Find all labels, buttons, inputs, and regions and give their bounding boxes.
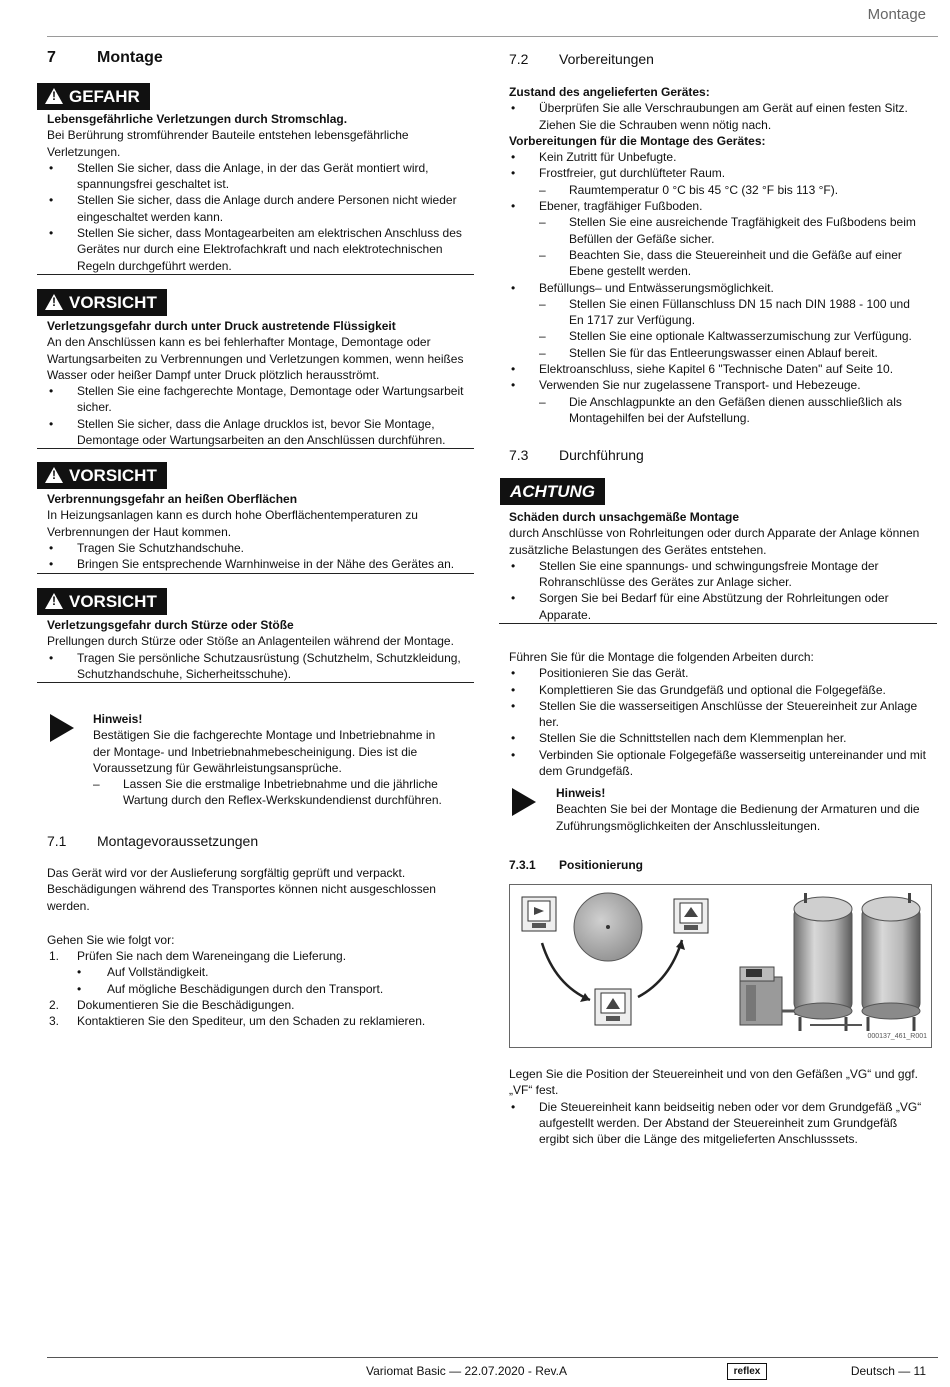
list-item: – Raumtemperatur 0 °C bis 45 °C (32 °F bis 113 °F). xyxy=(509,182,919,198)
danger-rule xyxy=(37,274,474,275)
warning-icon xyxy=(45,593,63,609)
list-item: • Stellen Sie eine spannungs- und schwingungsfreie Montage der Rohranschlüsse des Gerätes zur Anlage sicher. xyxy=(509,558,921,591)
warning-icon xyxy=(45,294,63,310)
steps-list xyxy=(47,948,437,964)
list-item: • Kein Zutritt für Unbefugte. xyxy=(509,149,919,165)
list-item: • Bringen Sie entsprechende Warnhinweise in der Nähe des Gerätes an. xyxy=(47,556,467,572)
caution-rule-2 xyxy=(37,573,474,574)
list-item: 3. Kontaktieren Sie den Spediteur, um den Schaden zu reklamieren. xyxy=(49,1014,426,1029)
list-item: – Lassen Sie die erstmalige Inbetriebnahme und die jährliche Wartung durch den Reflex-Werkskundendienst durchführen. xyxy=(63,776,453,809)
attention-block: Schäden durch unsachgemäße Montage durch Anschlüsse von Rohrleitungen oder durch Apparate der Anlage können zusätzliche Belastungen des Gerätes entstehen. • Stellen Sie eine spannungs- und schwingungsfreie Montage der Rohranschlüsse des Gerätes zur Anlage sicher. • Sorgen Sie bei Bedarf für eine Abstützung der Rohrleitungen oder Apparate. xyxy=(509,509,921,623)
caution-badge-2: !VORSICHT xyxy=(37,462,167,489)
caution-rule-1 xyxy=(37,448,474,449)
work-steps: Führen Sie für die Montage die folgenden Arbeiten durch: • Positionieren Sie das Gerät. • Komplettieren Sie das Grundgefäß und optional die Folgegefäße. • Stellen Sie die wasserseitigen Anschlüsse der Steuereinheit zur Anlage her. • Stellen Sie die Schnittstellen nach dem Klemmenplan her. • Verbinden Sie optionale Folgegefäße wasserseitig untereinander und mit dem Grundgefäß. xyxy=(509,649,929,779)
list-item: • Elektroanschluss, siehe Kapitel 6 "Technische Daten" auf Seite 10. xyxy=(509,361,919,377)
list-item: • Verwenden Sie nur zugelassene Transport- und Hebezeuge. xyxy=(509,377,919,393)
caution-rule-3 xyxy=(37,682,474,683)
list-item: • Auf Vollständigkeit. xyxy=(47,964,437,980)
danger-list xyxy=(47,160,467,274)
play-arrow-icon xyxy=(512,788,536,816)
section-heading-7-2: 7.2 Vorbereitungen xyxy=(509,51,654,67)
list-item: – Beachten Sie, dass die Steuereinheit und die Gefäße auf einer Ebene gestellt werden. xyxy=(509,247,919,280)
section-7-3-1-text: Legen Sie die Position der Steuereinheit und von den Gefäßen „VG“ und ggf. „VF“ fest. • Die Steuereinheit kann beidseitig neben oder vor dem Grundgefäß „VG“ aufgestellt werden. Der Abstand der Steuereinheit zum Grundgefäß ergibt sich über die Länge des mitgelieferten Anschlusssets. xyxy=(509,1066,929,1147)
section-7-1-text: Das Gerät wird vor der Auslieferung sorgfältig geprüft und verpackt. Beschädigungen während des Transportes können nicht ausgeschlossen werden. Gehen Sie wie folgt vor: 1. Prüfen Sie nach dem Wareneingang die Lieferung. • Auf Vollständigkeit. • Auf mögliche Beschädigungen durch den Transport. 2. Dokumentieren Sie die Beschädigungen. 3. Kontaktieren Sie den Spediteur, um den Schaden zu reklamieren. xyxy=(47,865,437,1030)
list-item: • Verbinden Sie optionale Folgegefäße wasserseitig untereinander und mit dem Grundgefäß. xyxy=(509,747,929,780)
list-item: • Auf mögliche Beschädigungen durch den Transport. xyxy=(47,981,437,997)
danger-block: Lebensgefährliche Verletzungen durch Stromschlag. Bei Berührung stromführender Bauteile entstehen lebensgefährliche Verletzungen. • Stellen Sie sicher, dass die Anlage, in der das Gerät montiert wird, spannungsfrei geschaltet ist. • Stellen Sie sicher, dass die Anlage durch andere Personen nicht wieder eingeschaltet werden kann. • Stellen Sie sicher, dass Montagearbeiten am elektrischen Anschluss des Gerätes nur durch eine Elektrofachkraft und nach elektrotechnischen Regeln durchgeführt werden. xyxy=(47,111,467,274)
list-item: • Stellen Sie sicher, dass Montagearbeiten am elektrischen Anschluss des Gerätes nur durch eine Elektrofachkraft und nach elektrotechnischen Regeln durchgeführt werden. xyxy=(47,225,467,274)
list-item: • Sorgen Sie bei Bedarf für eine Abstützung der Rohrleitungen oder Apparate. xyxy=(509,590,921,623)
note-block-2: Hinweis! Beachten Sie bei der Montage die Bedienung der Armaturen und die Zuführungsmöglichkeiten der Anschlussleitungen. xyxy=(556,786,920,833)
running-header: Montage xyxy=(867,6,926,23)
list-item: – Stellen Sie einen Füllanschluss DN 15 nach DIN 1988 - 100 und En 1717 zur Verfügung. xyxy=(509,296,919,329)
list-item: • Ebener, tragfähiger Fußboden. xyxy=(509,198,919,214)
footer-rule xyxy=(47,1357,938,1358)
figure-code: 000137_461_R001 xyxy=(867,1032,927,1040)
list-item: • Tragen Sie persönliche Schutzausrüstung (Schutzhelm, Schutzkleidung, Schutzhandschuhe, Sicherheitsschuhe). xyxy=(47,650,467,683)
caution-badge-1: !VORSICHT xyxy=(37,289,167,316)
list-item: • Stellen Sie sicher, dass die Anlage drucklos ist, bevor Sie Montage, Demontage oder Wartungsarbeiten an den Anschlüssen durchführen. xyxy=(47,416,467,449)
list-item: – Stellen Sie eine optionale Kaltwasserzumischung zur Verfügung. xyxy=(509,328,919,344)
attention-rule xyxy=(499,623,937,624)
footer-page: Deutsch — 11 xyxy=(850,1364,926,1378)
warning-icon xyxy=(45,88,63,104)
list-item: – Die Anschlagpunkte an den Gefäßen dienen ausschließlich als Montagehilfen bei der Aufstellung. xyxy=(509,394,919,427)
chapter-heading: 7 Montage xyxy=(47,49,163,66)
caution-block-1: Verletzungsgefahr durch unter Druck austretende Flüssigkeit An den Anschlüssen kann es bei fehlerhafter Montage, Demontage oder Wartungsarbeiten zu Verbrennungen und Verletzungen kommen, wenn heißes Wasser oder heißer Dampf unter Druck plötzlich herausströmt. • Stellen Sie eine fachgerechte Montage, Demontage oder Wartungsarbeit sicher. • Stellen Sie sicher, dass die Anlage drucklos ist, bevor Sie Montage, Demontage oder Wartungsarbeiten an den Anschlüssen durchführen. xyxy=(47,318,467,448)
reflex-logo: reflex xyxy=(727,1363,767,1380)
header-rule xyxy=(47,36,938,37)
note-block: Hinweis! Bestätigen Sie die fachgerechte Montage und Inbetriebnahme in der Montage- und Inbetriebnahmebescheinigung. Dies ist die Voraussetzung für Gewährleistungsansprüche. – Lassen Sie die erstmalige Inbetriebnahme und die jährliche Wartung durch den Reflex-Werkskundendienst durchführen. xyxy=(93,711,453,809)
list-item: • Stellen Sie sicher, dass die Anlage, in der das Gerät montiert wird, spannungsfrei geschaltet ist. xyxy=(47,160,467,193)
section-heading-7-3-1: 7.3.1 Positionierung xyxy=(509,858,643,872)
positioning-figure xyxy=(509,884,932,1048)
positioning-illustration xyxy=(510,885,931,1047)
danger-badge: !GEFAHR xyxy=(37,83,150,110)
caution-block-2: Verbrennungsgefahr an heißen Oberflächen In Heizungsanlagen kann es durch hohe Oberflächentemperaturen zu Verbrennungen der Haut kommen. • Tragen Sie Schutzhandschuhe. • Bringen Sie entsprechende Warnhinweise in der Nähe des Gerätes an. xyxy=(47,491,467,572)
warning-icon xyxy=(45,467,63,483)
attention-badge: ACHTUNG xyxy=(500,478,605,505)
section-heading-7-3: 7.3 Durchführung xyxy=(509,447,644,463)
caution-block-3: Verletzungsgefahr durch Stürze oder Stöße Prellungen durch Stürze oder Stöße an Anlagenteilen während der Montage. • Tragen Sie persönliche Schutzausrüstung (Schutzhelm, Schutzkleidung, Schutzhandschuhe, Sicherheitsschuhe). xyxy=(47,617,467,682)
list-item: • Überprüfen Sie alle Verschraubungen am Gerät auf einen festen Sitz. Ziehen Sie die Schrauben wenn nötig nach. xyxy=(509,100,919,133)
list-item: • Stellen Sie sicher, dass die Anlage durch andere Personen nicht wieder eingeschaltet werden kann. xyxy=(47,192,467,225)
list-item: • Komplettieren Sie das Grundgefäß und optional die Folgegefäße. xyxy=(509,682,929,698)
list-item: • Tragen Sie Schutzhandschuhe. xyxy=(47,540,467,556)
play-arrow-icon xyxy=(50,714,74,742)
caution-badge-3: !VORSICHT xyxy=(37,588,167,615)
list-item: 1. Prüfen Sie nach dem Wareneingang die Lieferung. xyxy=(49,949,347,964)
list-item: – Stellen Sie für das Entleerungswasser einen Ablauf bereit. xyxy=(509,345,919,361)
list-item: 2. Dokumentieren Sie die Beschädigungen. xyxy=(49,998,295,1013)
section-heading-7-1: 7.1 Montagevoraussetzungen xyxy=(47,833,259,849)
list-item: • Positionieren Sie das Gerät. xyxy=(509,665,929,681)
footer-doc: Variomat Basic — 22.07.2020 - Rev.A xyxy=(366,1364,567,1378)
list-item: • Stellen Sie die Schnittstellen nach dem Klemmenplan her. xyxy=(509,730,929,746)
list-item: • Befüllungs– und Entwässerungsmöglichkeit. xyxy=(509,280,919,296)
list-item: • Die Steuereinheit kann beidseitig neben oder vor dem Grundgefäß „VG“ aufgestellt werden. Der Abstand der Steuereinheit zum Grundgefäß ergibt sich über die Länge des mitgelieferten Anschlusssets. xyxy=(509,1099,929,1148)
list-item: • Stellen Sie eine fachgerechte Montage, Demontage oder Wartungsarbeit sicher. xyxy=(47,383,467,416)
list-item: • Frostfreier, gut durchlüfteter Raum. xyxy=(509,165,919,181)
section-7-2-text: Zustand des angelieferten Gerätes: • Überprüfen Sie alle Verschraubungen am Gerät auf einen festen Sitz. Ziehen Sie die Schrauben wenn nötig nach. Vorbereitungen für die Montage des Gerätes: • Kein Zutritt für Unbefugte. • Frostfreier, gut durchlüfteter Raum. – Raumtemperatur 0 °C bis 45 °C (32 °F bis 113 °F). • Ebener, tragfähiger Fußboden. – Stellen Sie eine ausreichende Tragfähigkeit des Fußbodens beim Befüllen der Gefäße sicher. – Beachten Sie, dass die Steuereinheit und die Gefäße auf einer Ebene gestellt werden. • Befüllungs– und Entwässerungsmöglichkeit. – Stellen Sie einen Füllanschluss DN 15 nach DIN 1988 - 100 und En 1717 zur Verfügung. – Stellen Sie eine optionale Kaltwasserzumischung zur Verfügung. – Stellen Sie für das Entleerungswasser einen Ablauf bereit. • Elektroanschluss, siehe Kapitel 6 "Technische Daten" auf Seite 10. • Verwenden Sie nur zugelassene Transport- und Hebezeuge. – Die Anschlagpunkte an den Gefäßen dienen ausschließlich als Montagehilfen bei der Aufstellung. xyxy=(509,84,919,426)
list-item: • Stellen Sie die wasserseitigen Anschlüsse der Steuereinheit zur Anlage her. xyxy=(509,698,929,731)
list-item: – Stellen Sie eine ausreichende Tragfähigkeit des Fußbodens beim Befüllen der Gefäße sicher. xyxy=(509,214,919,247)
